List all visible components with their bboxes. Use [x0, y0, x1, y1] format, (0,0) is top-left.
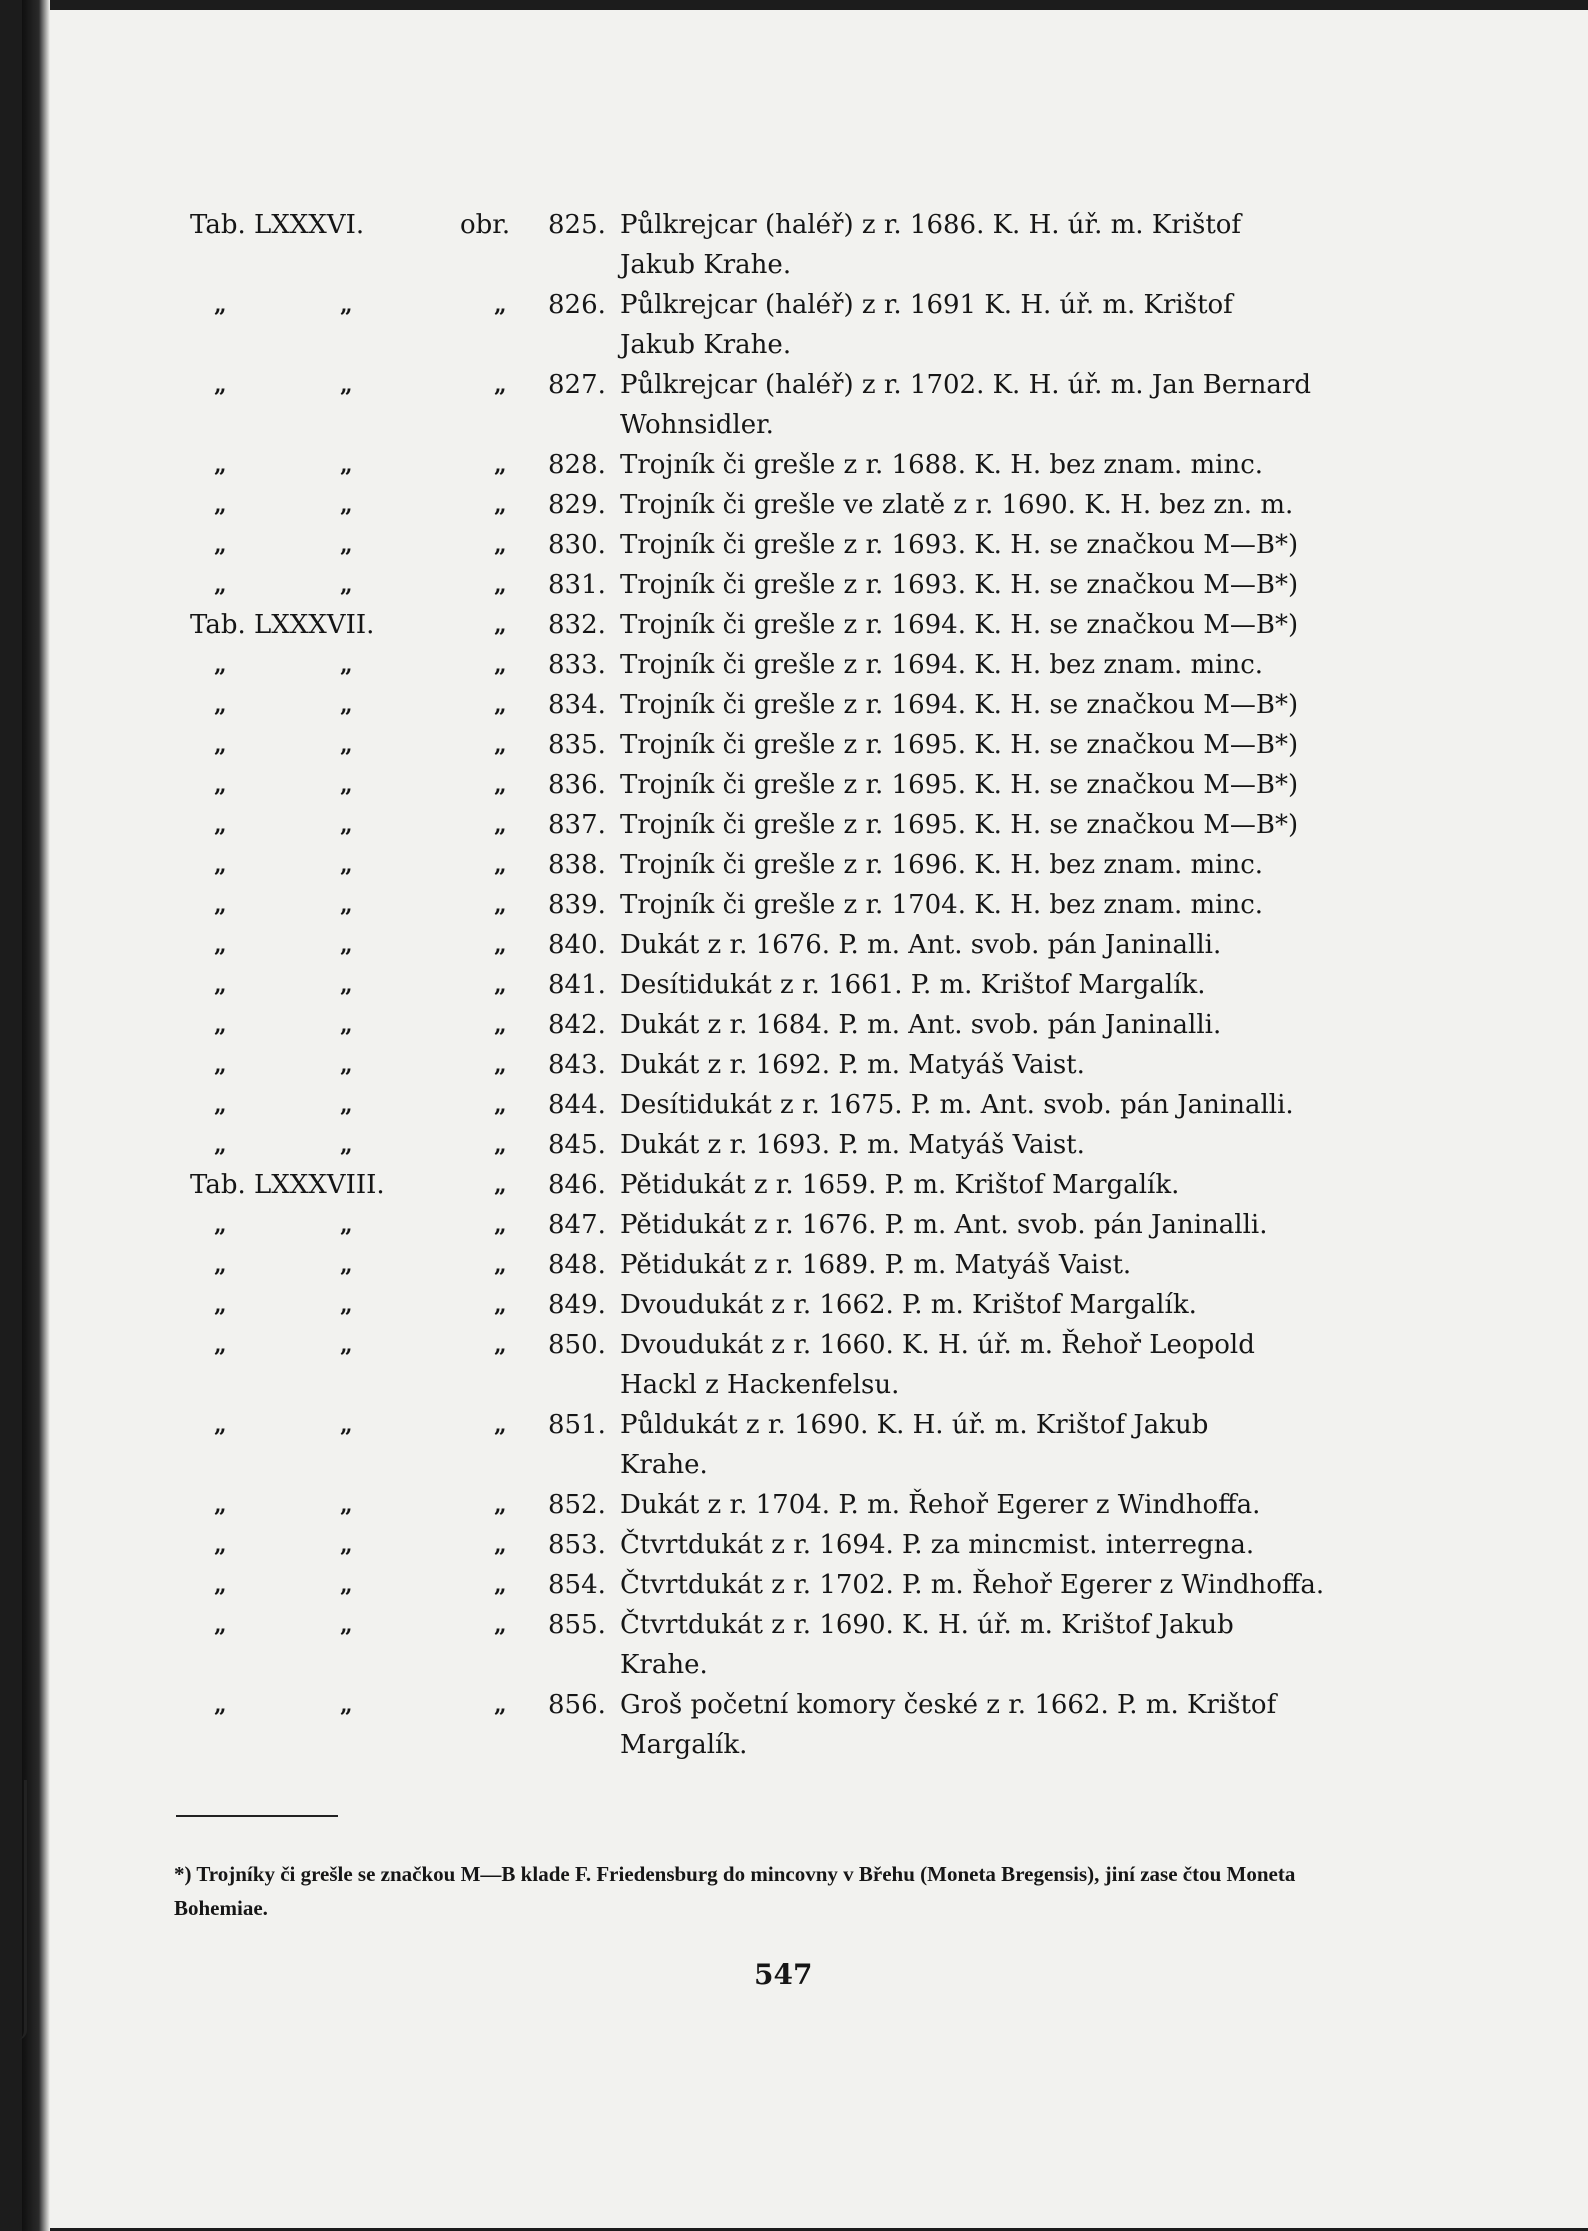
entry-description	[620, 765, 1390, 805]
catalogue-entry	[0, 205, 1588, 285]
description-line: Půlkrejcar (haléř) z r. 1702. K. H. úř. m. Jan Bernard	[620, 370, 1311, 400]
entry-description	[620, 1605, 1390, 1685]
ditto-mark: „	[214, 972, 227, 998]
description-line: Trojník či grešle z r. 1695. K. H. se značkou M—B*)	[620, 810, 1299, 840]
ditto-mark: „	[214, 932, 227, 958]
ditto-mark: „	[214, 1252, 227, 1278]
ditto-mark: „	[494, 1572, 507, 1598]
footnote: *) Trojníky či grešle se značkou M—B klade F. Friedensburg do mincovny v Břehu (Moneta Bregensis), jiní zase čtou Moneta Bohemiae.	[174, 1862, 1296, 1920]
entry-number: 855.	[548, 1610, 606, 1640]
ditto-mark: „	[340, 1412, 353, 1438]
ditto-mark: „	[214, 1612, 227, 1638]
ditto-mark: „	[214, 692, 227, 718]
description-line: Krahe.	[620, 1450, 708, 1480]
ditto-mark: „	[214, 1532, 227, 1558]
description-line: Dvoudukát z r. 1660. K. H. úř. m. Řehoř Leopold	[620, 1330, 1255, 1360]
entry-description	[620, 445, 1390, 485]
catalogue-entry	[0, 1685, 1588, 1765]
ditto-mark: „	[340, 1252, 353, 1278]
entry-description	[620, 1085, 1390, 1125]
ditto-mark: „	[214, 452, 227, 478]
ditto-mark: „	[340, 772, 353, 798]
entry-description	[620, 925, 1390, 965]
ditto-mark: „	[340, 1292, 353, 1318]
entry-number: 846.	[548, 1170, 606, 1200]
entry-number: 850.	[548, 1330, 606, 1360]
entry-number: 830.	[548, 530, 606, 560]
ditto-mark: „	[214, 572, 227, 598]
description-line: Trojník či grešle ve zlatě z r. 1690. K. H. bez zn. m.	[620, 490, 1294, 520]
ditto-mark: „	[214, 1092, 227, 1118]
ditto-mark: „	[340, 1052, 353, 1078]
catalogue-entry	[0, 885, 1588, 925]
ditto-mark: „	[214, 1692, 227, 1718]
description-line: Wohnsidler.	[620, 410, 774, 440]
catalogue-entry	[0, 1405, 1588, 1485]
ditto-mark: „	[340, 572, 353, 598]
entry-description	[620, 805, 1390, 845]
entry-description	[620, 1685, 1390, 1765]
entry-description	[620, 1565, 1390, 1605]
ditto-mark: „	[494, 972, 507, 998]
ditto-mark: „	[214, 1292, 227, 1318]
catalogue-entry	[0, 1125, 1588, 1165]
ditto-mark: „	[340, 812, 353, 838]
ditto-mark: „	[494, 1412, 507, 1438]
ditto-mark: „	[494, 812, 507, 838]
catalogue-entry	[0, 1205, 1588, 1245]
description-line: Groš početní komory české z r. 1662. P. m. Krištof	[620, 1690, 1277, 1720]
ditto-mark: „	[494, 1492, 507, 1518]
binding-thread	[10, 1780, 27, 2040]
ditto-mark: „	[214, 772, 227, 798]
entry-number: 825.	[548, 210, 606, 240]
ditto-mark: „	[494, 772, 507, 798]
ditto-mark: „	[214, 652, 227, 678]
entry-number: 833.	[548, 650, 606, 680]
catalogue-entry	[0, 365, 1588, 445]
ditto-mark: „	[494, 1692, 507, 1718]
ditto-mark: „	[214, 732, 227, 758]
description-line: Čtvrtdukát z r. 1694. P. za mincmist. interregna.	[620, 1530, 1255, 1560]
catalogue-entry	[0, 1165, 1588, 1205]
description-line: Dukát z r. 1684. P. m. Ant. svob. pán Janinalli.	[620, 1010, 1222, 1040]
ditto-mark: „	[494, 1212, 507, 1238]
footnote-rule	[176, 1815, 338, 1817]
entry-description	[620, 1205, 1390, 1245]
description-line: Trojník či grešle z r. 1695. K. H. se značkou M—B*)	[620, 770, 1299, 800]
entry-description	[620, 1005, 1390, 1045]
entry-description	[620, 1285, 1390, 1325]
ditto-mark: „	[340, 972, 353, 998]
catalogue-entry	[0, 925, 1588, 965]
entry-number: 853.	[548, 1530, 606, 1560]
ditto-mark: „	[340, 1332, 353, 1358]
entry-number: 831.	[548, 570, 606, 600]
ditto-mark: „	[340, 532, 353, 558]
ditto-mark: „	[494, 692, 507, 718]
entry-number: 844.	[548, 1090, 606, 1120]
catalogue-entry	[0, 1485, 1588, 1525]
entry-number: 848.	[548, 1250, 606, 1280]
description-line: Trojník či grešle z r. 1694. K. H. se značkou M—B*)	[620, 690, 1299, 720]
catalogue-entry	[0, 845, 1588, 885]
ditto-mark: „	[214, 1012, 227, 1038]
ditto-mark: „	[214, 492, 227, 518]
description-line: Trojník či grešle z r. 1696. K. H. bez znam. minc.	[620, 850, 1264, 880]
catalogue-entry	[0, 645, 1588, 685]
ditto-mark: „	[340, 1572, 353, 1598]
ditto-mark: „	[340, 492, 353, 518]
catalogue-entry	[0, 1605, 1588, 1685]
description-line: Čtvrtdukát z r. 1690. K. H. úř. m. Krištof Jakub	[620, 1610, 1234, 1640]
ditto-mark: „	[340, 1612, 353, 1638]
description-line: Dvoudukát z r. 1662. P. m. Krištof Margalík.	[620, 1290, 1197, 1320]
entry-description	[620, 205, 1390, 285]
description-line: Dukát z r. 1676. P. m. Ant. svob. pán Janinalli.	[620, 930, 1222, 960]
entry-number: 841.	[548, 970, 606, 1000]
ditto-mark: „	[494, 612, 507, 638]
entry-number: 829.	[548, 490, 606, 520]
description-line: Margalík.	[620, 1730, 748, 1760]
entry-number: 832.	[548, 610, 606, 640]
catalogue-entry	[0, 1325, 1588, 1405]
entry-number: 851.	[548, 1410, 606, 1440]
description-line: Čtvrtdukát z r. 1702. P. m. Řehoř Egerer z Windhoffa.	[620, 1570, 1325, 1600]
ditto-mark: „	[340, 1692, 353, 1718]
catalogue-entry	[0, 965, 1588, 1005]
ditto-mark: „	[494, 372, 507, 398]
entry-description	[620, 885, 1390, 925]
ditto-mark: „	[214, 812, 227, 838]
page-number: 547	[754, 1958, 813, 1991]
catalogue-entry	[0, 1085, 1588, 1125]
ditto-mark: „	[494, 492, 507, 518]
ditto-mark: „	[214, 1212, 227, 1238]
ditto-mark: „	[340, 1492, 353, 1518]
ditto-mark: „	[494, 892, 507, 918]
ditto-mark: „	[214, 892, 227, 918]
entry-description	[620, 1165, 1390, 1205]
entry-description	[620, 1325, 1390, 1405]
catalogue-entry	[0, 1245, 1588, 1285]
ditto-mark: „	[494, 452, 507, 478]
ditto-mark: „	[340, 652, 353, 678]
ditto-mark: „	[340, 1132, 353, 1158]
tab-label: Tab. LXXXVIII.	[190, 1170, 385, 1200]
ditto-mark: „	[340, 692, 353, 718]
description-line: Půlkrejcar (haléř) z r. 1686. K. H. úř. m. Krištof	[620, 210, 1242, 240]
entry-number: 837.	[548, 810, 606, 840]
description-line: Trojník či grešle z r. 1704. K. H. bez znam. minc.	[620, 890, 1264, 920]
ditto-mark: „	[340, 1092, 353, 1118]
entry-number: 826.	[548, 290, 606, 320]
description-line: Dukát z r. 1693. P. m. Matyáš Vaist.	[620, 1130, 1085, 1160]
ditto-mark: „	[494, 1292, 507, 1318]
description-line: Trojník či grešle z r. 1693. K. H. se značkou M—B*)	[620, 570, 1299, 600]
entry-description	[620, 365, 1390, 445]
ditto-mark: „	[340, 1012, 353, 1038]
ditto-mark: „	[214, 1052, 227, 1078]
description-line: Půlkrejcar (haléř) z r. 1691 K. H. úř. m. Krištof	[620, 290, 1233, 320]
ditto-mark: „	[494, 1532, 507, 1558]
catalogue-entry	[0, 1565, 1588, 1605]
ditto-mark: „	[494, 292, 507, 318]
tab-label: Tab. LXXXVII.	[190, 610, 375, 640]
entry-number: 835.	[548, 730, 606, 760]
entry-number: 836.	[548, 770, 606, 800]
ditto-mark: „	[494, 1132, 507, 1158]
ditto-mark: „	[340, 452, 353, 478]
entry-number: 828.	[548, 450, 606, 480]
ditto-mark: „	[494, 1252, 507, 1278]
ditto-mark: „	[494, 572, 507, 598]
entry-number: 854.	[548, 1570, 606, 1600]
entry-description	[620, 525, 1390, 565]
ditto-mark: „	[214, 1332, 227, 1358]
ditto-mark: „	[494, 732, 507, 758]
entry-description	[620, 1525, 1390, 1565]
catalogue-entry	[0, 685, 1588, 725]
entry-number: 834.	[548, 690, 606, 720]
entry-number: 845.	[548, 1130, 606, 1160]
entry-description	[620, 1125, 1390, 1165]
tab-label: Tab. LXXXVI.	[190, 210, 365, 240]
description-line: Desítidukát z r. 1675. P. m. Ant. svob. pán Janinalli.	[620, 1090, 1294, 1120]
catalogue-entry	[0, 1525, 1588, 1565]
catalogue-entry	[0, 605, 1588, 645]
ditto-mark: „	[494, 1172, 507, 1198]
entry-number: 849.	[548, 1290, 606, 1320]
catalogue-entry	[0, 1005, 1588, 1045]
ditto-mark: „	[494, 652, 507, 678]
catalogue-entry	[0, 525, 1588, 565]
catalogue-entry	[0, 805, 1588, 845]
obr-label: obr.	[460, 210, 511, 240]
ditto-mark: „	[494, 932, 507, 958]
entry-description	[620, 485, 1390, 525]
description-line: Jakub Krahe.	[620, 330, 792, 360]
entry-number: 838.	[548, 850, 606, 880]
ditto-mark: „	[340, 932, 353, 958]
ditto-mark: „	[494, 1612, 507, 1638]
description-line: Půldukát z r. 1690. K. H. úř. m. Krištof Jakub	[620, 1410, 1209, 1440]
entry-number: 852.	[548, 1490, 606, 1520]
description-line: Pětidukát z r. 1689. P. m. Matyáš Vaist.	[620, 1250, 1132, 1280]
entry-number: 840.	[548, 930, 606, 960]
description-line: Trojník či grešle z r. 1693. K. H. se značkou M—B*)	[620, 530, 1299, 560]
entry-number: 842.	[548, 1010, 606, 1040]
description-line: Dukát z r. 1704. P. m. Řehoř Egerer z Windhoffa.	[620, 1490, 1261, 1520]
entry-number: 839.	[548, 890, 606, 920]
entry-description	[620, 725, 1390, 765]
catalogue-entry	[0, 765, 1588, 805]
ditto-mark: „	[214, 1492, 227, 1518]
description-line: Hackl z Hackenfelsu.	[620, 1370, 900, 1400]
ditto-mark: „	[340, 732, 353, 758]
entry-description	[620, 605, 1390, 645]
entry-description	[620, 285, 1390, 365]
entry-description	[620, 685, 1390, 725]
entry-description	[620, 845, 1390, 885]
catalogue-entry	[0, 485, 1588, 525]
entry-description	[620, 1405, 1390, 1485]
ditto-mark: „	[214, 292, 227, 318]
ditto-mark: „	[214, 1412, 227, 1438]
catalogue-entry	[0, 565, 1588, 605]
entry-description	[620, 565, 1390, 605]
catalogue-entry	[0, 285, 1588, 365]
description-line: Dukát z r. 1692. P. m. Matyáš Vaist.	[620, 1050, 1085, 1080]
description-line: Trojník či grešle z r. 1688. K. H. bez znam. minc.	[620, 450, 1264, 480]
ditto-mark: „	[494, 532, 507, 558]
ditto-mark: „	[494, 1052, 507, 1078]
entry-description	[620, 1045, 1390, 1085]
catalogue-entry	[0, 445, 1588, 485]
ditto-mark: „	[340, 372, 353, 398]
ditto-mark: „	[214, 852, 227, 878]
description-line: Pětidukát z r. 1676. P. m. Ant. svob. pán Janinalli.	[620, 1210, 1268, 1240]
catalogue-entry	[0, 725, 1588, 765]
ditto-mark: „	[340, 292, 353, 318]
ditto-mark: „	[494, 852, 507, 878]
description-line: Trojník či grešle z r. 1694. K. H. se značkou M—B*)	[620, 610, 1299, 640]
ditto-mark: „	[494, 1092, 507, 1118]
ditto-mark: „	[340, 892, 353, 918]
description-line: Trojník či grešle z r. 1694. K. H. bez znam. minc.	[620, 650, 1264, 680]
description-line: Krahe.	[620, 1650, 708, 1680]
ditto-mark: „	[494, 1332, 507, 1358]
ditto-mark: „	[340, 852, 353, 878]
ditto-mark: „	[214, 372, 227, 398]
description-line: Pětidukát z r. 1659. P. m. Krištof Margalík.	[620, 1170, 1180, 1200]
entry-description	[620, 1245, 1390, 1285]
entry-description	[620, 1485, 1390, 1525]
entry-number: 827.	[548, 370, 606, 400]
entry-number: 847.	[548, 1210, 606, 1240]
ditto-mark: „	[340, 1212, 353, 1238]
description-line: Desítidukát z r. 1661. P. m. Krištof Margalík.	[620, 970, 1206, 1000]
description-line: Jakub Krahe.	[620, 250, 792, 280]
ditto-mark: „	[214, 1572, 227, 1598]
entry-number: 856.	[548, 1690, 606, 1720]
entry-description	[620, 965, 1390, 1005]
ditto-mark: „	[340, 1532, 353, 1558]
description-line: Trojník či grešle z r. 1695. K. H. se značkou M—B*)	[620, 730, 1299, 760]
ditto-mark: „	[494, 1012, 507, 1038]
catalogue-entry	[0, 1285, 1588, 1325]
entry-number: 843.	[548, 1050, 606, 1080]
ditto-mark: „	[214, 1132, 227, 1158]
entry-description	[620, 645, 1390, 685]
ditto-mark: „	[214, 532, 227, 558]
catalogue-entry	[0, 1045, 1588, 1085]
